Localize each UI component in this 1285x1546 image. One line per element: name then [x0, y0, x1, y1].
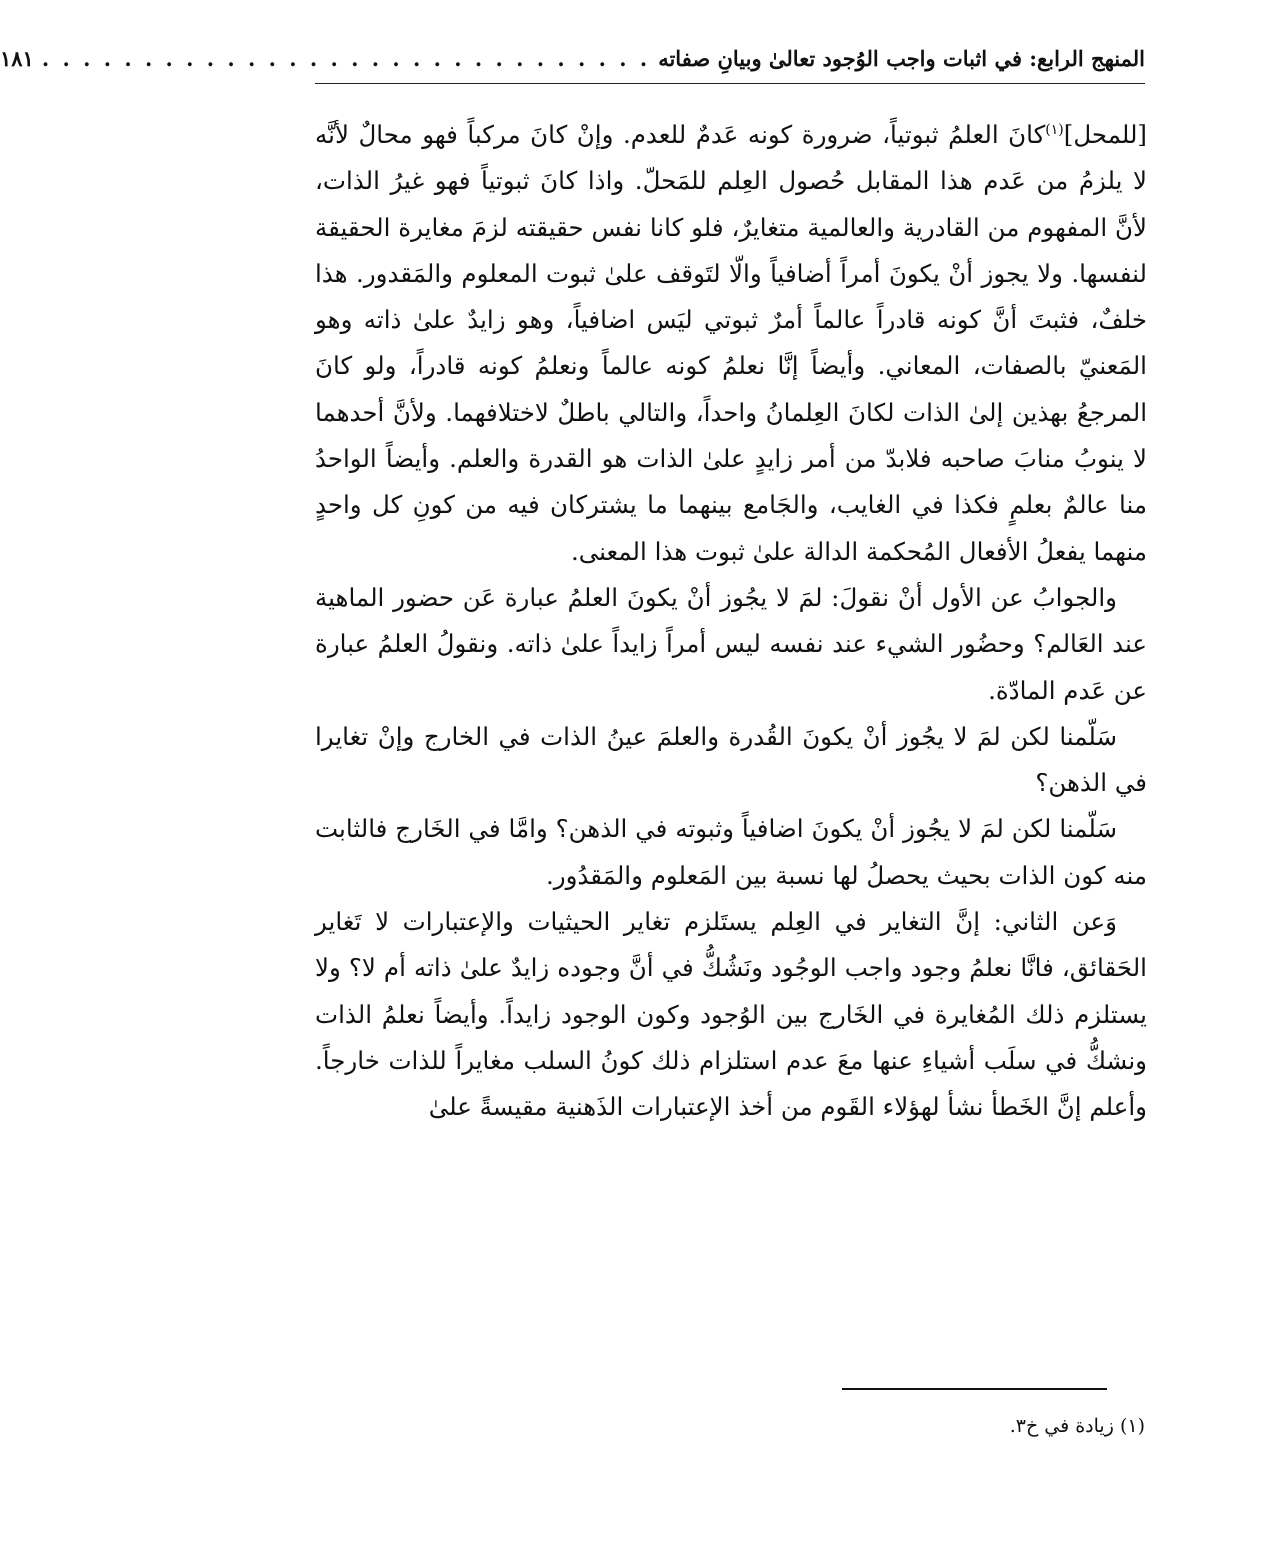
- paragraph-1-text: كانَ العلمُ ثبوتياً، ضرورة كونه عَدمٌ للعدم. وإنْ كانَ مركباً فهو محالٌ لأنَّه لا يلزمُ من عَدم هذا المقابل حُصول العِلم للمَحلّ. واذا كانَ ثبوتياً فهو غيرُ الذات، لأنَّ المفهوم من القادرية والعالمية متغايرٌ، فلو كانا نفس حقيقته لزمَ مغايرة الحقيقة لنفسها. ولا يجوز أنْ يكونَ أمراً أضافياً والّا لتَوقف علىٰ ثبوت المعلوم والمَقدور. هذا خلفٌ، فثبتَ أنَّ كونه قادراً عالماً أمرٌ ثبوتي ليَس اضافياً، وهو زايدٌ علىٰ ذاته وهو المَعنيّ بالصفات، المعاني. وأيضاً إنَّا نعلمُ كونه عالماً ونعلمُ كونه قادراً، ولو كانَ المرجعُ بهذين إلىٰ الذات لكانَ العِلمانُ واحداً، والتالي باطلٌ لاختلافهما. ولأنَّ أحدهما لا ينوبُ منابَ صاحبه فلابدّ من أمر زايدٍ علىٰ الذات هو القدرة والعلم. وأيضاً الواحدُ منا عالمٌ بعلمٍ فكذا في الغايب، والجَامع بينهما ما يشتركان فيه من كونِ كل واحدٍ منهما يفعلُ الأفعال المُحكمة الدالة علىٰ ثبوت هذا المعنى.: [315, 120, 1147, 566]
- header-leader-dots: . . . . . . . . . . . . . . . . . . . . . . . . . . . . . .: [41, 45, 651, 71]
- paragraph-3: سَلّمنا لكن لمَ لا يجُوز أنْ يكونَ القُدرة والعلمَ عينُ الذات في الخارج وإنْ تغايرا في الذهن؟: [315, 721, 1147, 798]
- page-number: ١٨١: [0, 45, 34, 71]
- header-title: المنهج الرابع: في اثبات واجب الوُجود تعالىٰ وبيانِ صفاته: [658, 45, 1145, 71]
- footnote-rule: [842, 1388, 1107, 1390]
- running-header: [0, 38, 1145, 78]
- footnote-reference: (١): [1045, 121, 1064, 138]
- body-text: [315, 112, 1147, 1131]
- paragraph-1: [315, 112, 1147, 575]
- paragraph-4: سَلّمنا لكن لمَ لا يجُوز أنْ يكونَ اضافياً وثبوته في الذهن؟ وامَّا في الخَارج فالثابت منه كون الذات بحيث يحصلُ لها نسبة بين المَعلوم والمَقدُور.: [315, 814, 1147, 890]
- header-rule: [315, 83, 1145, 84]
- footnote: (١) زيادة في خ٣.: [1009, 1415, 1145, 1437]
- bracketed-lead: [للمحل]: [1063, 120, 1147, 149]
- paragraph-2: والجوابُ عن الأول أنْ نقولَ: لمَ لا يجُوز أنْ يكونَ العلمُ عبارة عَن حضور الماهية عند العَالم؟ وحضُور الشيء عند نفسه ليس أمراً زايداً علىٰ ذاته. ونقولُ العلمُ عبارة عن عَدم المادّة.: [315, 582, 1147, 705]
- paragraph-5: وَعن الثاني: إنَّ التغاير في العِلم يستَلزم تغاير الحيثيات والإعتبارات لا تَغاير الحَقائق، فانَّا نعلمُ وجود واجب الوجُود ونَشُكُّ في أنَّ وجوده زايدٌ علىٰ ذاته أم لا؟ ولا يستلزم ذلك المُغايرة في الخَارج بين الوُجود وكون الوجود زايداً. وأيضاً نعلمُ الذات ونشكُّ في سلَب أشياءِ عنها معَ عدم استلزام ذلك كونُ السلب مغايراً للذات خارجاً. وأعلم إنَّ الخَطأ نشأ لهؤلاء القَوم من أخذ الإعتبارات الذَهنية مقيسةً علىٰ: [315, 907, 1147, 1122]
